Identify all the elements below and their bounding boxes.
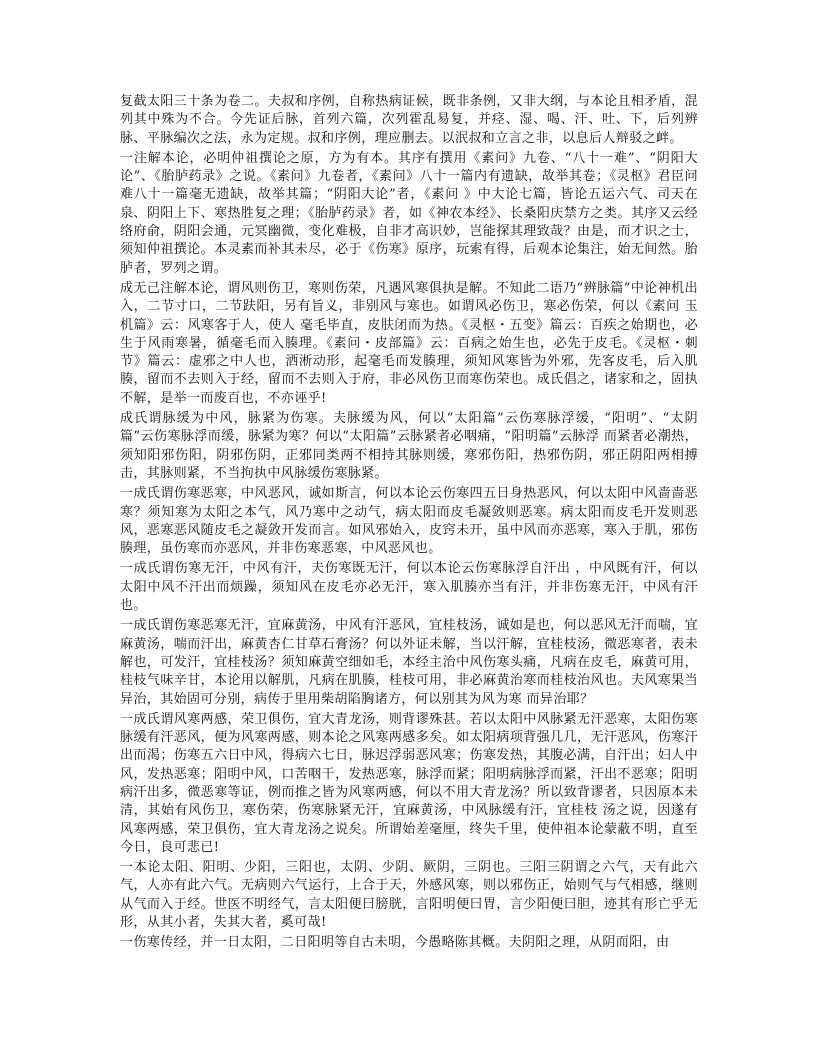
paragraph-5: 一成氏谓伤寒恶寒，中风恶风，诚如斯言，何以本论云伤寒四五日身热恶风，何以太阳中风啬啬恶寒？须知寒为太阳之本气，风乃寒中之动气，病太阳而皮毛凝敛则恶寒。病太阳而皮毛开发则恶风，恶寒恶风随皮毛之凝敛开发而言。如风邪始入，皮窍未开，虽中风而亦恶寒，寒入于肌，邪伤腠理，虽伤寒而亦恶风，并非伤寒恶寒，中风恶风也。: [120, 486, 698, 557]
paragraph-3: 成无己注解本论，谓风则伤卫，寒则伤荣，凡遇风寒俱执是解。不知此二语乃“辨脉篇”中论神机出入，二节寸口，二节趺阳，另有旨义，非别风与寒也。如谓风必伤卫，寒必伤荣，何以《素问 玉机篇》云：风寒客于人，使人 毫毛毕直，皮肤闭而为热。《灵枢・五变》篇云：百疾之始期也，必生于风雨寒暑，循毫毛而入腠理。《素问・皮部篇》云：百病之始生也，必先于皮毛。《灵枢・刺节》篇云：虚邪之中人也，洒淅动形，起毫毛而发腠理，须知风寒皆为外邪，先客皮毛，后入肌腠，留而不去则入于经，留而不去则入于府，非必风伤卫而寒伤荣也。成氏倡之，诸家和之，固执不解，是举一而废百也，不亦诬乎!: [120, 280, 698, 406]
paragraph-7: 一成氏谓伤寒恶寒无汗，宜麻黄汤，中风有汗恶风，宜桂枝汤，诚如是也，何以恶风无汗而喘，宜麻黄汤，喘而汗出，麻黄杏仁甘草石膏汤？何以外证未解，当以汗解，宜桂枝汤，微恶寒者，表未解也，可发汗，宜桂枝汤？须知麻黄空细如毛，本经主治中风伤寒头痛，凡病在皮毛，麻黄可用，桂枝气味辛甘，本论用以解肌，凡病在肌腠，桂枝可用，非必麻黄治寒而桂枝治风也。夫风寒果当异治，其始固可分别，病传于里用柴胡陷胸诸方，何以别其为风为寒 而异治耶？: [120, 618, 698, 707]
document-page: [120, 93, 698, 955]
paragraph-6: 一成氏谓伤寒无汗，中风有汗，夫伤寒既无汗，何以本论云伤寒脉浮自汗出 ，中风既有汗，何以太阳中风不汗出而烦躁，须知风在皮毛亦必无汗，寒入肌腠亦当有汗，并非伤寒无汗，中风有汗也。: [120, 561, 698, 614]
paragraph-9: 一本论太阳、阳明、少阳，三阳也，太阴、少阴、厥阴，三阴也。三阳三阴谓之六气，天有此六气，人亦有此六气。无病则六气运行，上合于天，外感风寒，则以邪伤正，始则气与气相感，继则从气而入于经。世医不明经气，言太阳便曰膀胱，言阳明便曰胃，言少阳便曰胆，迹其有形亡乎无形，从其小者，失其大者，奚可哉!: [120, 860, 698, 931]
paragraph-10: 一伤寒传经，并一日太阳，二日阳明等自古未明，今愚略陈其概。夫阴阳之理，从阴而阳，由: [120, 935, 670, 951]
paragraph-8: 一成氏谓风寒两感，荣卫俱伤，宜大青龙汤，则背谬殊甚。若以太阳中风脉紧无汗恶寒，太阳伤寒脉缓有汗恶风，便为风寒两感，则本论之风寒两感多矣。如太阳病项背强几几，无汗恶风，伤寒汗出而渴；伤寒五六日中风，得病六七日，脉迟浮弱恶风寒；伤寒发热，其腹必满，自汗出；妇人中风，发热恶寒；阳明中风，口苦咽干，发热恶寒，脉浮而紧；阳明病脉浮而紧，汗出不恶寒；阳明病汗出多，微恶寒等证，例而推之皆为风寒两感，何以不用大青龙汤？所以致背谬者，只因原本未清，其始有风伤卫，寒伤荣，伤寒脉紧无汗，宜麻黄汤，中风脉缓有汗，宜桂枝 汤之说，因遂有风寒两感，荣卫俱伤，宜大青龙汤之说矣。所谓始差毫厘，终失千里，使仲祖本论蒙蔽不明，直至今日，良可悲已!: [120, 711, 698, 855]
paragraph-4: 成氏谓脉缓为中风，脉紧为伤寒。夫脉缓为风，何以“太阳篇”云伤寒脉浮缓，“阳明”、“太阴篇”云伤寒脉浮而缓，脉紧为寒？何以“太阳篇”云脉紧者必咽痛，“阳明篇”云脉浮 而紧者必潮热，须知阳邪伤阳，阴邪伤阴，正邪同类两不相持其脉则缓，寒邪伤阳，热邪伤阴，邪正阴阳两相搏击，其脉则紧，不当拘执中风脉缓伤寒脉紧。: [120, 411, 698, 481]
paragraph-2: 一注解本论，必明仲祖撰论之原，方为有本。其序有撰用《素问》九卷、“八十一难”、“阴阳大论”、《胎胪药录》之说。《素问》九卷者，《素问》八十一篇内有遗缺，故举其卷；《灵枢》君臣问难八十一篇毫无遗缺，故举其篇；“阴阳大论”者，《素问 》中大论七篇，皆论五运六气、司天在泉、阴阳上下、寒热胜复之理；《胎胪药录》者，如《神农本经》、长桑阳庆禁方之类。其序又云经络府俞，阴阳会通，元冥幽微，变化难极，自非才高识妙，岂能探其理致哉？由是，而才识之士，须知仲祖撰论。本灵素而补其未尽，必于《伤寒》原序，玩索有得，后观本论集注，始无间然。胎胪者，罗列之谓。: [120, 150, 698, 276]
paragraph-1: 复截太阳三十条为卷二。夫叔和序例，自称热病证候，既非条例，又非大纲，与本论且相矛盾，混列其中殊为不合。今先证后脉，首列六篇，次列霍乱易复，并痉、湿、喝、汗、吐、下，后列辨脉、平脉编次之法，永为定规。叔和序例，理应删去。以泯叔和立言之非，以息后人辩驳之衅。: [120, 94, 698, 146]
